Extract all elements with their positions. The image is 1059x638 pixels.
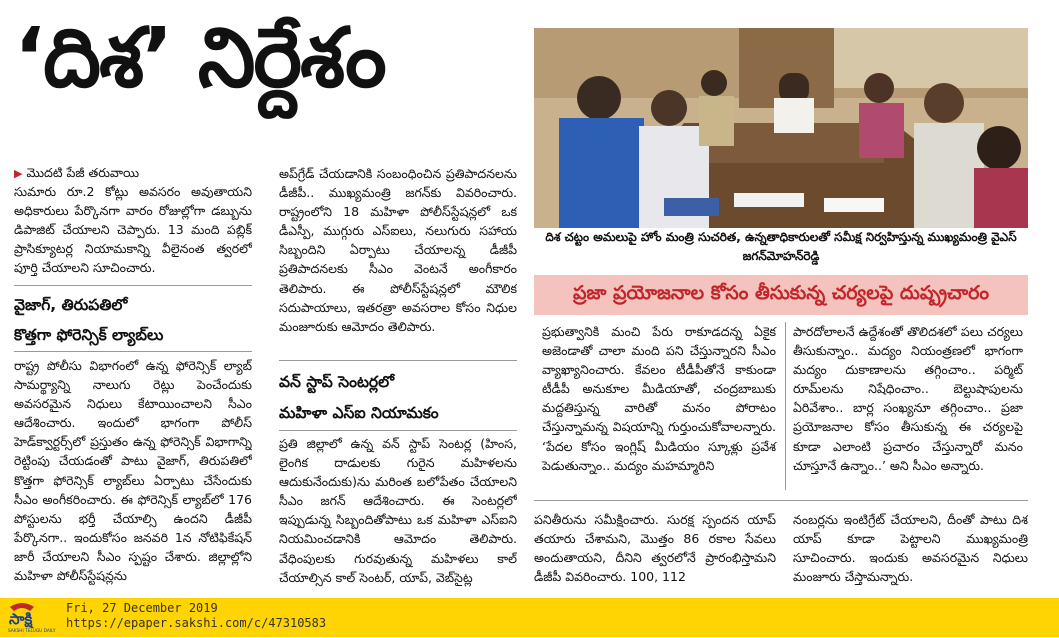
column1-para2: రాష్ట్ర పోలీసు విభాగంలో ఉన్న ఫోరెన్సిక్‌ ల్యాబ్‌ సామర్థ్యాన్ని నాలుగు రెట్లు పెంచేందుకు అవసరమైన నిధులు కేటాయించాలని సీఎం ఆదేశించారు. ఇందులో భాగంగా పోలీస్‌ హెడ్‌క్వార్టర్స్‌లో ప్రస్తుతం ఉన్న ఫోరెన్సిక్‌ విభాగాన్ని రెట్టింపు చేయడంతో పాటు వైజాగ్‌, తిరుపతిలో కొత్తగా ఫోరెన్సిక్‌ ల్యాబ్‌లు ఏర్పాటు చేసేందుకు సీఎం అంగీకరించారు. ఈ ఫోరెన్సిక్‌ ల్యాబ్‌లో 176 పోస్టులను భర్తీ చేయాల్సి ఉందని డీజీపీ పేర్కొనగా.. ఇందుకోసం జనవరి 1న నోటిఫికేషన్‌ జారీ చేయాలని సీఎం స్పష్టం చేశారు. జిల్లాల్లోని మహిళా పోలీస్‌స్టేషన్లను bbox=[14, 358, 252, 584]
column1-para1: సుమారు రూ.2 కోట్లు అవసరం అవుతాయని అధికారులు పేర్కొనగా వారం రోజుల్లోగా డబ్బును డిపాజిట్‌ చేయాలని చెప్పారు. 13 మంది పబ్లిక్‌ ప్రాసిక్యూటర్ల నియామకాన్ని వీలైనంత త్వరలో పూర్తి చేయాలని సూచించారు. bbox=[14, 184, 252, 276]
column1-subhead1: వైజాగ్‌, తిరుపతిలో bbox=[14, 296, 128, 314]
column2-subhead1: వన్‌ స్టాప్‌ సెంటర్లలో bbox=[279, 373, 395, 391]
column2-para2: ప్రతి జిల్లాలో ఉన్న వన్‌ స్టాప్‌ సెంటర్ల (హింస, లైంగిక దాడులకు గురైన మహిళలను ఆదుకునేందుకు)ను మరింత బలోపేతం చేయాలని సీఎం జగన్‌ ఆదేశించారు. ఈ సెంటర్లలో ఇప్పుడున్న సిబ్బందితోపాటు ఒక మహిళా ఎస్‌ఐని నియమించడానికి ఆమోదం తెలిపారు. వేధింపులకు గురవుతున్న మహిళలు కాల్‌ చేయాల్సిన కాల్‌ సెంటర్‌, యాప్‌, వెబ్‌సైట్ల bbox=[279, 436, 517, 585]
column2-rule bbox=[279, 360, 517, 361]
headline: ‘దిశ’ నిర్దేశం bbox=[14, 11, 385, 106]
sakshi-logo[interactable] bbox=[6, 601, 62, 634]
epaper-url[interactable]: https://epaper.sakshi.com/c/47310583 bbox=[66, 616, 327, 630]
meeting-photo-image bbox=[534, 28, 1028, 228]
column2-rule2 bbox=[279, 430, 517, 431]
edition-date: Fri, 27 December 2019 bbox=[66, 601, 218, 615]
bottom-left-text: పనితీరును సమీక్షించారు. సురక్ష స్పందన యాప్‌ తయారు చేశామని, మొత్తం 86 రకాల సేవలు అందుతాయని, దీనిని త్వరలోనే ప్రారంభిస్తామని డీజీపీ వివరించారు. 100, 112 bbox=[534, 512, 776, 585]
column1-rule bbox=[14, 285, 252, 286]
section-banner: ప్రజా ప్రయోజనాల కోసం తీసుకున్న చర్యలపై దుష్ప్రచారం bbox=[534, 275, 1028, 315]
bottom-right-text: నంబర్లను ఇంటిగ్రేట్‌ చేయాలని, దీంతో పాటు దిశ యాప్‌ కూడా పెట్టాలని ముఖ్యమంత్రి సూచించారు. ఇందుకు అవసరమైన నిధులు మంజూరు చేస్తామన్నారు. bbox=[793, 512, 1028, 585]
box-right-text: పారదోలాలనే ఉద్దేశంతో తొలిదశలో పలు చర్యలు తీసుకున్నాం.. మద్యం నియంత్రణలో భాగంగా మద్యం దుకాణాలను తగ్గించాం.. పర్మిట్‌ రూమ్‌లను నిషేధించాం.. బెల్టుషాపులను ఏరివేశాం.. బార్ల సంఖ్యనూ తగ్గించాం.. ప్రజా ప్రయోజనాల కోసం తీసుకున్న ఈ చర్యలపై కూడా ఎలాంటి ప్రచారం చేస్తున్నారో మనం చూస్తూనే ఉన్నాం..’ అని సీఎం అన్నారు. bbox=[793, 324, 1023, 473]
column1-subhead2: కొత్తగా ఫోరెన్సిక్‌ ల్యాబ్‌లు bbox=[14, 326, 164, 344]
meeting-photo bbox=[534, 28, 1028, 228]
logo-subtext: SAKSHI TELUGU DAILY bbox=[8, 629, 56, 634]
footer-info bbox=[66, 601, 326, 631]
logo-text: సాక్షి bbox=[9, 610, 33, 628]
column2-subhead2: మహిళా ఎస్‌ఐ నియామకం bbox=[279, 404, 439, 422]
column1-rule2 bbox=[14, 351, 252, 352]
sakshi-logo-mark bbox=[6, 601, 62, 634]
jump-label: మొదటి పేజీ తరువాయి bbox=[26, 165, 140, 180]
triangle-marker-icon: ▶ bbox=[14, 167, 23, 180]
box-bottom-rule bbox=[534, 500, 1028, 501]
box-left-text: ప్రభుత్వానికి మంచి పేరు రాకూడదన్న ఏకైక అజెండాతో చాలా మంది పని చేస్తున్నారని సీఎం వ్యాఖ్యానించారు. కేవలం టీడీపీతోనే కాకుండా టీడీపీ అనుకూల మీడియాతో, చంద్రబాబుకు మద్దతిస్తున్న వారితో మనం పోరాటం చేస్తున్నామన్న విషయాన్ని గుర్తుంచుకోవాలన్నారు. ‘పేదల కోసం ఇంగ్లిష్‌ మీడియం స్కూళ్లు ప్రవేశ పెడుతున్నాం.. మద్యం మహమ్మారిని bbox=[542, 324, 776, 473]
box-column-divider bbox=[785, 322, 786, 490]
photo-caption: దిశ చట్టం అమలుపై హోం మంత్రి సుచరిత, ఉన్నతాధికారులతో సమీక్ష నిర్వహిస్తున్న ముఖ్యమంత్రి వైఎస్‌ జగన్‌మోహన్‌రెడ్డి bbox=[545, 230, 1017, 263]
column2-para1: అప్‌గ్రేడ్‌ చేయడానికి సంబంధించిన ప్రతిపాదనలను డీజీపీ.. ముఖ్యమంత్రి జగన్‌కు వివరించారు. రాష్ట్రంలోని 18 మహిళా పోలీస్‌స్టేషన్లలో ఒక డీఎస్పీ, ముగ్గురు ఎస్‌ఐలు, నలుగురు సహాయ సిబ్బందిని ఏర్పాటు చేయాలన్న డీజీపీ ప్రతిపాదనలకు సీఎం వెంటనే అంగీకారం తెలిపారు. ఈ పోలీస్‌స్టేషన్లలో మౌలిక సదుపాయాలు, ఇతరత్రా అవసరాల కోసం నిధుల మంజూరుకు ఆమోదం తెలిపారు. bbox=[279, 166, 517, 334]
continued-from-front-page bbox=[14, 163, 139, 183]
